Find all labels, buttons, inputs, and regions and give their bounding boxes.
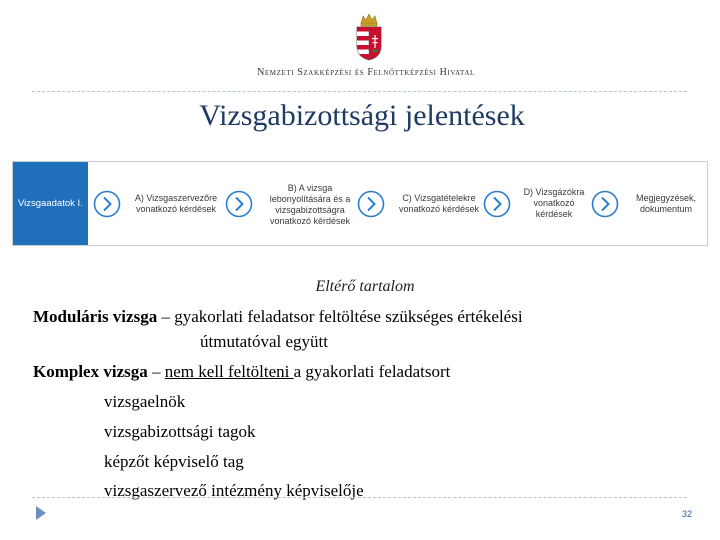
flow-step-megjegyzesek[interactable] bbox=[625, 162, 707, 245]
role-item: vizsgaelnök bbox=[104, 392, 186, 411]
flow-step-label: B) A vizsga lebonyolítására és a vizsgabizottságra vonatkozó kérdések bbox=[269, 182, 351, 226]
chevron-right-circle-icon bbox=[225, 190, 253, 218]
modular-exam-desc: – gyakorlati feladatsor feltöltése szükséges értékelési bbox=[157, 307, 523, 326]
chevron-right-circle-icon bbox=[483, 190, 511, 218]
role-item: vizsgaszervező intézmény képviselője bbox=[104, 481, 364, 500]
triangle-bullet-icon bbox=[35, 505, 47, 521]
flow-step-c[interactable] bbox=[393, 162, 485, 245]
hungarian-coat-of-arms-icon bbox=[352, 10, 386, 62]
flow-step-b[interactable] bbox=[262, 162, 358, 245]
chevron-right-circle-icon bbox=[591, 190, 619, 218]
page-number: 32 bbox=[681, 509, 692, 519]
flow-step-d[interactable] bbox=[517, 162, 591, 245]
chevron-right-circle-icon bbox=[357, 190, 385, 218]
content-subtitle: Eltérő tartalom bbox=[315, 278, 415, 295]
process-flow bbox=[12, 161, 708, 246]
flow-step-label: A) Vizsgaszervezőre vonatkozó kérdések bbox=[134, 192, 218, 214]
page-title: Vizsgabizottsági jelentések bbox=[199, 99, 525, 132]
modular-exam-line bbox=[33, 307, 523, 327]
flow-step-label: Vizsgaadatok I. bbox=[18, 198, 83, 209]
complex-exam-desc: a gyakorlati feladatsort bbox=[293, 362, 451, 381]
flow-step-vizsgaadatok[interactable] bbox=[13, 162, 88, 245]
complex-exam-term: Komplex vizsga bbox=[33, 362, 148, 381]
flow-step-label: C) Vizsgatételekre vonatkozó kérdések bbox=[398, 192, 480, 214]
modular-exam-term: Moduláris vizsga bbox=[33, 307, 158, 326]
agency-name: Nemzeti Szakképzési és Felnőttképzési Hivatal bbox=[257, 67, 475, 78]
role-item: képzőt képviselő tag bbox=[104, 452, 244, 471]
role-item: vizsgabizottsági tagok bbox=[104, 422, 256, 441]
complex-exam-underlined: nem kell feltölteni bbox=[164, 362, 294, 381]
complex-exam-dash: – bbox=[147, 362, 165, 381]
complex-exam-line bbox=[33, 362, 450, 382]
flow-step-a[interactable] bbox=[126, 162, 226, 245]
flow-step-label: Megjegyzések, dokumentum bbox=[635, 192, 697, 214]
chevron-right-circle-icon bbox=[93, 190, 121, 218]
footer-divider bbox=[32, 497, 687, 498]
modular-exam-line-cont: útmutatóval együtt bbox=[200, 332, 328, 351]
flow-step-label: D) Vizsgázókra vonatkozó kérdések bbox=[523, 187, 585, 219]
header-divider bbox=[32, 91, 687, 92]
